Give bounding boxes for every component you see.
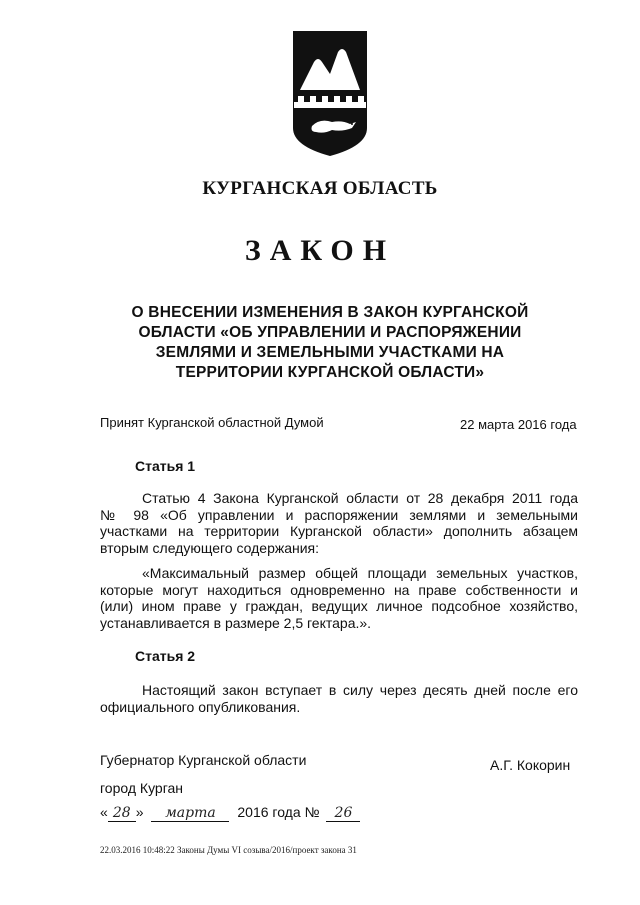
date-day-handwritten: 28 — [108, 805, 136, 822]
coat-of-arms-emblem — [290, 28, 370, 158]
paragraph-line: вторым следующего содержания: — [100, 539, 320, 556]
article-1-heading: Статья 1 — [135, 458, 196, 474]
signing-city: город Курган — [100, 780, 184, 796]
law-title-line: О ВНЕСЕНИИ ИЗМЕНЕНИЯ В ЗАКОН КУРГАНСКОЙ — [131, 304, 529, 321]
paragraph-line: которые могут находиться одновременно на праве собственности и — [100, 581, 578, 598]
article-1-paragraph-2 — [100, 565, 578, 631]
paragraph-line: (или) ином праве у граждан, ведущих личное подсобное хозяйство, — [100, 598, 578, 615]
signing-date-line — [100, 804, 360, 822]
law-title-line: ТЕРРИТОРИИ КУРГАНСКОЙ ОБЛАСТИ» — [175, 364, 485, 381]
date-month-handwritten: марта — [151, 805, 229, 822]
adopted-by: Принят Курганской областной Думой — [100, 415, 324, 430]
date-year-text: 2016 года № — [237, 804, 320, 820]
paragraph-line: официального опубликования. — [100, 698, 301, 715]
law-title-line: ЗЕМЛЯМИ И ЗЕМЕЛЬНЫМИ УЧАСТКАМИ НА — [155, 344, 505, 361]
article-2-heading: Статья 2 — [135, 648, 196, 664]
article-2-paragraph — [100, 682, 578, 715]
paragraph-line: участками на территории Курганской области» дополнить абзацем — [100, 523, 578, 540]
signatory-name: А.Г. Кокорин — [490, 757, 571, 773]
signatory-position: Губернатор Курганской области — [100, 752, 307, 768]
region-heading: КУРГАНСКАЯ ОБЛАСТЬ — [202, 178, 438, 199]
paragraph-line: «Максимальный размер общей площади земельных участков, — [142, 565, 578, 581]
article-1-paragraph-1 — [100, 490, 578, 556]
law-title-line: ОБЛАСТИ «ОБ УПРАВЛЕНИИ И РАСПОРЯЖЕНИИ — [138, 324, 522, 341]
document-type-heading: ЗАКОН — [244, 234, 396, 267]
paragraph-line: № 98 «Об управлении и распоряжении землями и земельными — [100, 506, 578, 523]
paragraph-line: устанавливается в размере 2,5 гектара.». — [100, 614, 372, 631]
date-open-quote: « — [100, 804, 108, 820]
law-title — [110, 303, 550, 383]
file-path-footer: 22.03.2016 10:48:22 Законы Думы VI созыва/2016/проект закона 31 — [100, 845, 357, 855]
adopted-date: 22 марта 2016 года — [460, 417, 577, 432]
date-close-quote: » — [135, 804, 144, 820]
law-number-handwritten: 26 — [326, 805, 360, 822]
paragraph-line: Статью 4 Закона Курганской области от 28 декабря 2011 года — [142, 490, 578, 506]
paragraph-line: Настоящий закон вступает в силу через десять дней после его — [142, 682, 578, 698]
